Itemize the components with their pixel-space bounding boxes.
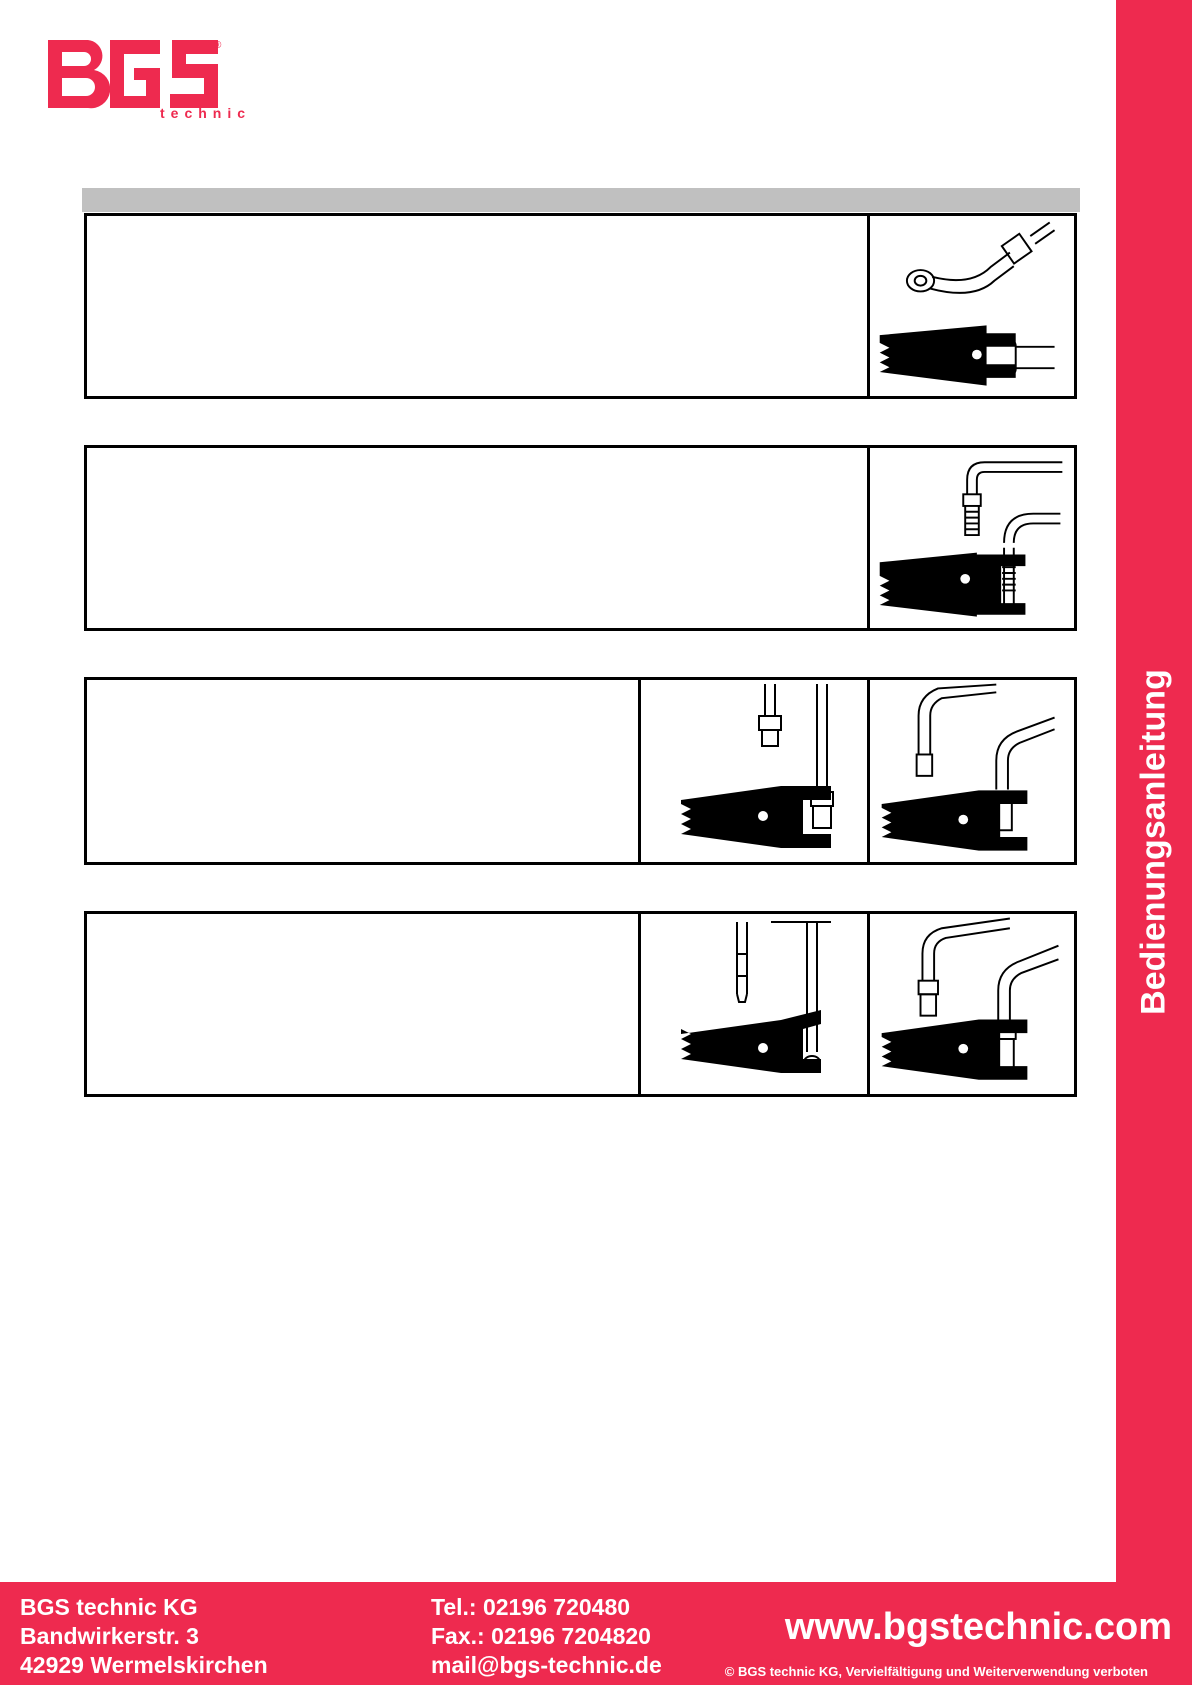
section-straight-pipe-nut: [84, 677, 1077, 865]
crimp-bent-pipe-nut-illustration: [867, 914, 1074, 1094]
section-bent-pipe-threaded: [84, 445, 1077, 631]
footer-fax: Fax.: 02196 7204820: [431, 1623, 651, 1649]
logo-sub-text: technic: [160, 105, 252, 121]
side-label: Bedienungsanleitung: [1134, 669, 1173, 1015]
footer-city: 42929 Wermelskirchen: [20, 1652, 268, 1678]
crimp-straight-pipe-plain-illustration: [638, 914, 867, 1094]
section-banjo-hose: [84, 213, 1077, 399]
footer-tel: Tel.: 02196 720480: [431, 1594, 631, 1620]
footer-company: BGS technic KG: [20, 1594, 198, 1620]
footer-street: Bandwirkerstr. 3: [20, 1623, 199, 1649]
footer-copyright: © BGS technic KG, Vervielfältigung und Weiterverwendung verboten: [724, 1664, 1148, 1679]
footer-mail[interactable]: mail@bgs-technic.de: [431, 1652, 662, 1678]
crimp-straight-pipe-nut-illustration: [638, 680, 867, 862]
footer: [0, 1582, 1192, 1685]
bgs-technic-logo: [44, 38, 252, 121]
crimp-bent-pipe-collar-illustration: [867, 680, 1074, 862]
registered-mark: ®: [214, 40, 222, 51]
table-header-strip: [82, 188, 1080, 212]
crimp-banjo-hose-illustration: [867, 216, 1074, 396]
footer-website[interactable]: www.bgstechnic.com: [784, 1606, 1172, 1648]
crimp-bent-pipe-threaded-illustration: [867, 448, 1074, 628]
section-straight-pipe-plain: [84, 911, 1077, 1097]
